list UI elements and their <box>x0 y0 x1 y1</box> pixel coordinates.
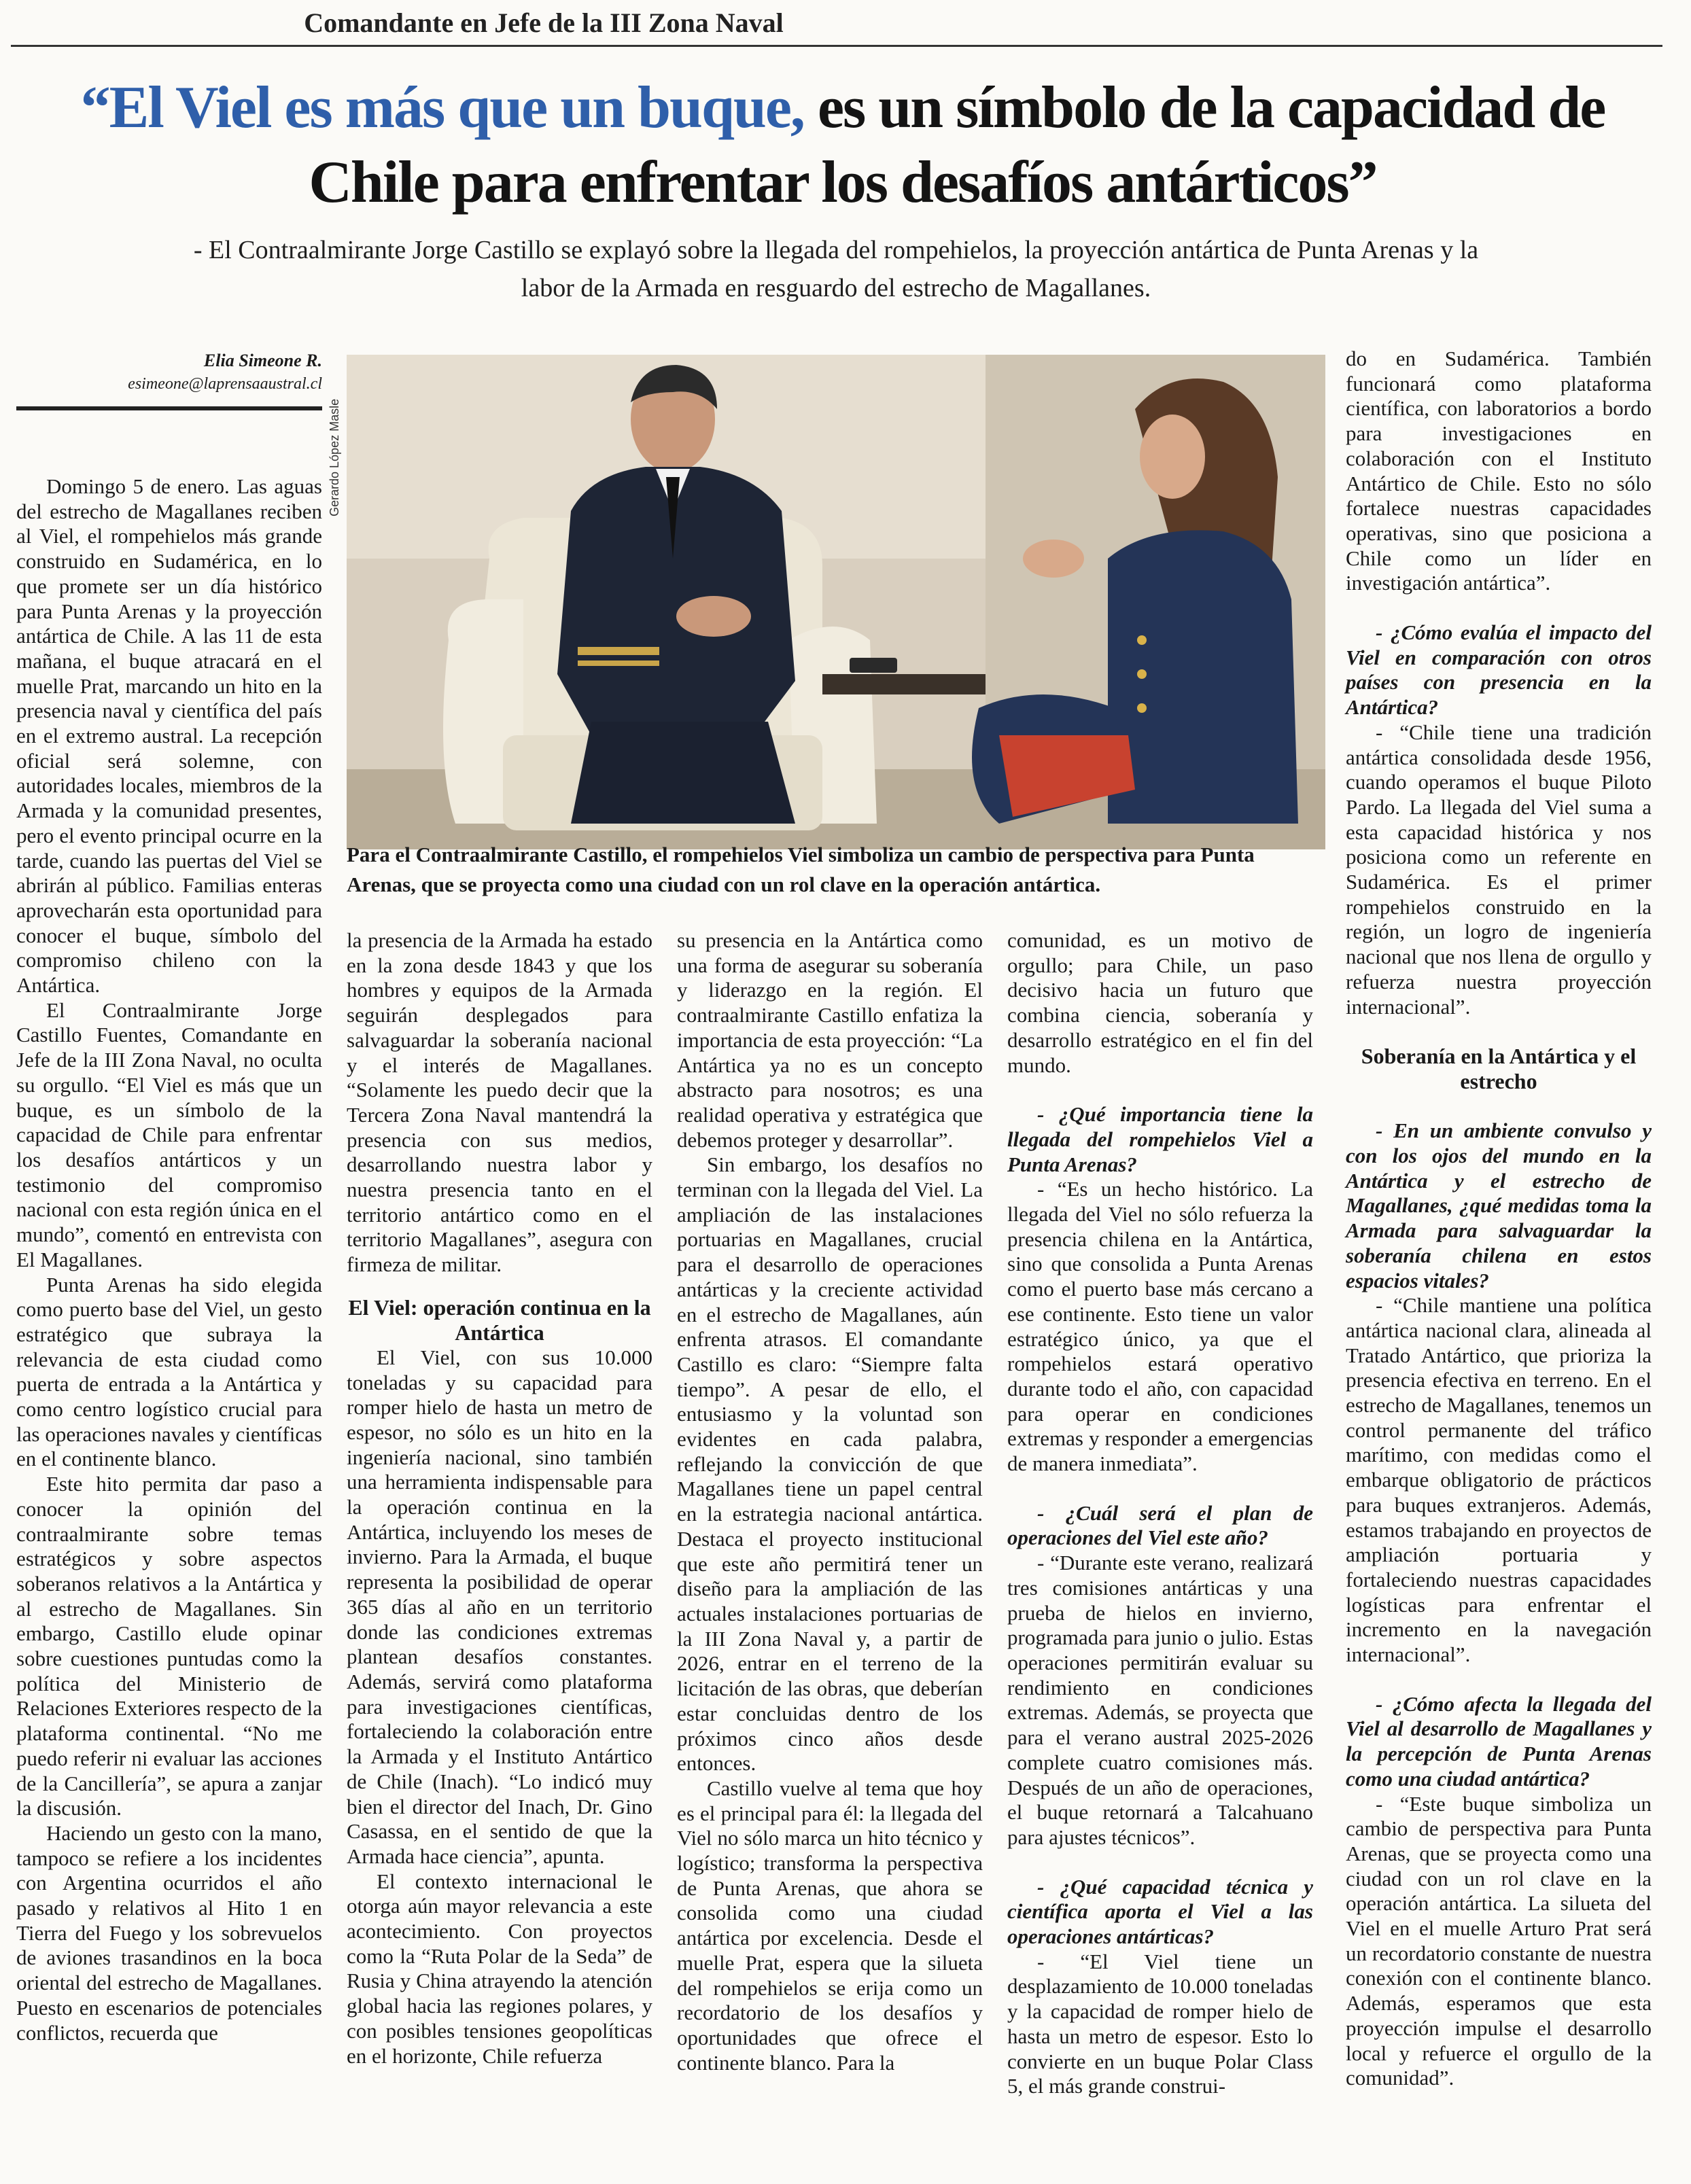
paragraph: El Viel, con sus 10.000 toneladas y su capacidad para romper hielo de hasta un metro de espesor, no sólo es un hito en la ingeniería nacional, sino también una herramienta indispensable para la operación continua en la Antártica, incluyendo los meses de invierno. Para la Armada, el buque representa la posibilidad de operar 365 días al año en un territorio donde las condiciones extremas plantean desafíos constantes. Además, servirá como plataforma para investigaciones científicas, fortaleciendo la colaboración entre la Armada y el Instituto Antártico de Chile (Inach). “Lo indicó muy bien el director del Inach, Dr. Gino Casassa, en el sentido de que la Armada hace ciencia”, apunta. <box>347 1345 652 1868</box>
interview-question: - ¿Cuál será el plan de operaciones del Viel este año? <box>1007 1500 1313 1550</box>
phone-on-table <box>850 658 897 673</box>
paragraph: Sin embargo, los desafíos no terminan con la llegada del Viel. La ampliación de las instalaciones portuarias en Magallanes, crucial para el desarrollo de operaciones antárticas y la creciente actividad en el estrecho de Magallanes, aún enfrenta atrasos. El comandante Castillo es claro: “Siempre falta tiempo”. A pesar de ello, el entusiasmo y la voluntad son evidentes en cada palabra, reflejando la convicción de que Magallanes tiene un papel central en la estrategia nacional antártica. Destaca el proyecto institucional que este año permitirá tener un diseño para la ampliación de las actuales instalaciones portuarias de la III Zona Naval y, a partir de 2026, entrar en el terreno de la licitación de las obras, que deberían estar concluidas dentro de los próximos cinco años desde entonces. <box>677 1152 983 1776</box>
interview-photo <box>347 355 1325 849</box>
interview-answer: - “Chile mantiene una política antártica nacional clara, alineada al Tratado Antártico, que prioriza la presencia efectiva en terreno. En el estrecho de Magallanes, tenemos un control permanente del tráfico marítimo, con medidas como el embarque obligatorio de prácticos para buques extranjeros. Además, estamos trabajando en proyectos de ampliación portuaria y fortaleciendo nuestras capacidades logísticas para enfrentar el incremento en la navegación internacional”. <box>1346 1293 1652 1667</box>
byline-email[interactable]: esimeone@laprensaaustral.cl <box>128 375 322 393</box>
top-rule <box>11 45 1662 47</box>
paragraph: El Contraalmirante Jorge Castillo Fuentes, Comandante en Jefe de la III Zona Naval, no oculta su orgullo. “El Viel es más que un buque, es un símbolo de la capacidad de Chile para enfrentar los desafíos antárticos y un testimonio del compromiso nacional con esta región única en el mundo”, comentó en entrevista con El Magallanes. <box>16 998 322 1271</box>
headline-highlight: “El Viel es más que un buque, <box>80 75 804 141</box>
interview-question: - ¿Cómo afecta la llegada del Viel al desarrollo de Magallanes y la percepción de Punta Arenas como una ciudad antártica? <box>1346 1691 1652 1791</box>
byline <box>16 349 322 395</box>
paragraph: El contexto internacional le otorga aún mayor relevancia a este acontecimiento. Con proyectos como la “Ruta Polar de la Seda” de Rusia y China atrayendo la atención global hacia las regiones polares, y con posibles tensiones geopolíticas en el horizonte, Chile refuerza <box>347 1869 652 2068</box>
column-1 <box>16 474 322 2045</box>
column-5 <box>1346 347 1652 2091</box>
interviewer-jacket <box>1108 530 1298 824</box>
interview-question: - ¿Cómo evalúa el impacto del Viel en comparación con otros países con presencia en la Antártica? <box>1346 620 1652 720</box>
subheading: El Viel: operación continua en la Antártica <box>348 1294 651 1345</box>
paragraph: do en Sudamérica. También funcionará como plataforma científica, con laboratorios a bordo para investigaciones en colaboración con el Instituto Antártico de Chile. Esto no sólo fortalece nuestras capacidades operativas, sino que posiciona a Chile como un líder en investigación antártica”. <box>1346 347 1652 595</box>
column-4 <box>1007 928 1313 2099</box>
interview-question: - ¿Qué importancia tiene la llegada del rompehielos Viel a Punta Arenas? <box>1007 1102 1313 1176</box>
interview-answer: - “Chile tiene una tradición antártica consolidada desde 1956, cuando operamos el buque Piloto Pardo. La llegada del Viel suma a esta capacidad histórica y nos posiciona como un referente en Sudamérica. Es el primer rompehielos construido en la región, un logro de ingeniería nacional que nos llena de orgullo y refuerza nuestra proyección internacional”. <box>1346 720 1652 1019</box>
interview-question: - ¿Qué capacidad técnica y científica aporta el Viel a las operaciones antárticas? <box>1007 1874 1313 1949</box>
byline-author: Elia Simeone R. <box>203 351 322 370</box>
column-3 <box>677 928 983 2075</box>
paragraph: su presencia en la Antártica como una forma de asegurar su soberanía y liderazgo en la región. El contraalmirante Castillo enfatiza la importancia de esta proyección: “La Antártica ya no es un concepto abstracto para nosotros; es una realidad operativa y estratégica que debemos proteger y desarrollar”. <box>677 928 983 1152</box>
paragraph: Haciendo un gesto con la mano, tampoco se refiere a los incidentes con Argentina ocurridos el año pasado y relativos al Hito 1 en Tierra del Fuego y los sobrevuelos de aviones trasandinos en la boca oriental del estrecho de Magallanes. Puesto en escenarios de potenciales conflictos, recuerda que <box>16 1820 322 2045</box>
column-2 <box>347 928 652 2068</box>
paragraph: la presencia de la Armada ha estado en la zona desde 1843 y que los hombres y equipos de la Armada seguirán desplegados para salvaguardar la soberanía nacional y el interés de Magallanes. “Solamente les puedo decir que la Tercera Zona Naval mantendrá la presencia con sus medios, desarrollando nuestra labor y nuestra presencia tanto en el territorio antártico como en el territorio Magallanes”, asegura con firmeza de militar. <box>347 928 652 1277</box>
photo-illustration <box>347 355 1325 849</box>
interview-question: - En un ambiente convulso y con los ojos del mundo en la Antártica y el estrecho de Magallanes, ¿qué medidas toma la Armada para salvaguardar la soberanía chilena en estos espacios vitales? <box>1346 1119 1652 1292</box>
interview-answer: - “El Viel tiene un desplazamiento de 10.000 toneladas y la capacidad de romper hielo de hasta un metro de espesor. Esto lo convierte en un buque Polar Class 5, el más grande construi- <box>1007 1949 1313 2098</box>
interview-answer: - “Es un hecho histórico. La llegada del Viel no sólo refuerza la presencia chilena en la Antártica, sino que consolida a Punta Arenas como el puerto base más cercano a ese continente. Esto tiene un valor estratégico único, ya que el rompehielos estará operativo durante todo el año, con capacidad para operar en condiciones extremas y responder a emergencias de manera inmediata”. <box>1007 1177 1313 1476</box>
byline-rule <box>16 406 322 410</box>
photo-caption: Para el Contraalmirante Castillo, el rompehielos Viel simboliza un cambio de perspectiva para Punta Arenas, que se proyecta como una ciudad con un rol clave en la operación antártica. <box>347 843 1255 896</box>
headline-rest: es un símbolo de la capacidad de Chile para enfrentar los desafíos antárticos” <box>309 75 1605 215</box>
paragraph: Este hito permita dar paso a conocer la opinión del contraalmirante sobre temas estratégicos y sobre aspectos soberanos relativos a la Antártica y al estrecho de Magallanes. Sin embargo, Castillo elude opinar sobre cuestiones puntudas como la política del Ministerio de Relaciones Exteriores respecto de la plataforma continental. “No me puedo referir ni evaluar las acciones de la Cancillería”, se apura a zanjar la discusión. <box>16 1472 322 1820</box>
paragraph: Punta Arenas ha sido elegida como puerto base del Viel, un gesto estratégico que subraya la relevancia de esta ciudad como puerta de entrada a la Antártica y como centro logístico crucial para las operaciones navales y científicas en el continente blanco. <box>16 1272 322 1471</box>
section-tag: Comandante en Jefe de la III Zona Naval <box>304 7 784 38</box>
headline <box>41 71 1645 220</box>
paragraph: Domingo 5 de enero. Las aguas del estrecho de Magallanes reciben al Viel, el rompehielos más grande construido en Sudamérica, en lo que promete ser un día histórico para Punta Arenas y la proyección antártica de Chile. A las 11 de esta mañana, el buque atracará en el muelle Prat, marcando un hito en la presencia naval y científica del país en el extremo austral. La recepción oficial será solemne, con autoridades locales, miembros de la Armada y la comunidad presentes, pero el evento principal ocurre en la tarde, cuando las puertas del Viel se abrirán al público. Familias enteras aprovecharán esta oportunidad para conocer el buque, símbolo del compromiso chileno con la Antártica. <box>16 474 322 998</box>
interview-answer: - “Este buque simboliza un cambio de perspectiva para Punta Arenas, que se proyecta como una ciudad con un rol clave en la operación antártica. La silueta del Viel en el muelle Arturo Prat será un recordatorio constante de nuestra conexión con el continente blanco. Además, esperamos que esta proyección impulse el desarrollo local y refuerce el orgullo de la comunidad”. <box>1346 1791 1652 2090</box>
paragraph: Castillo vuelve al tema que hoy es el principal para él: la llegada del Viel no sólo marca un hito técnico y logístico; transforma la perspectiva de Punta Arenas, que ahora se consolida como una ciudad antártica por excelencia. Desde el muelle Prat, espera que la silueta del rompehielos se erija como un recordatorio de los desafíos y oportunidades que ofrece el continente blanco. Para la <box>677 1776 983 2075</box>
paragraph: comunidad, es un motivo de orgullo; para Chile, un paso decisivo hacia un futuro que combina ciencia, soberanía y desarrollo estratégico en el fin del mundo. <box>1007 928 1313 1077</box>
interviewer-hands <box>1023 540 1084 578</box>
officer-hands <box>676 596 751 637</box>
interview-answer: - “Durante este verano, realizará tres comisiones antárticas y una prueba de hielos en invierno, programada para junio o julio. Estas operaciones permitirán evaluar su rendimiento en condiciones extremas. Además, se proyecta que para el verano austral 2025-2026 complete cuatro comisiones más. Después de un año de operaciones, el buque retornará a Talcahuano para ajustes técnicos”. <box>1007 1551 1313 1849</box>
deck: - El Contraalmirante Jorge Castillo se explayó sobre la llegada del rompehielos, la proyección antártica de Punta Arenas y la labor de la Armada en resguardo del estrecho de Magallanes. <box>193 236 1479 302</box>
photo-credit: Gerardo López Masle <box>328 398 341 516</box>
subheading: Soberanía en la Antártica y el estrecho <box>1361 1044 1637 1094</box>
